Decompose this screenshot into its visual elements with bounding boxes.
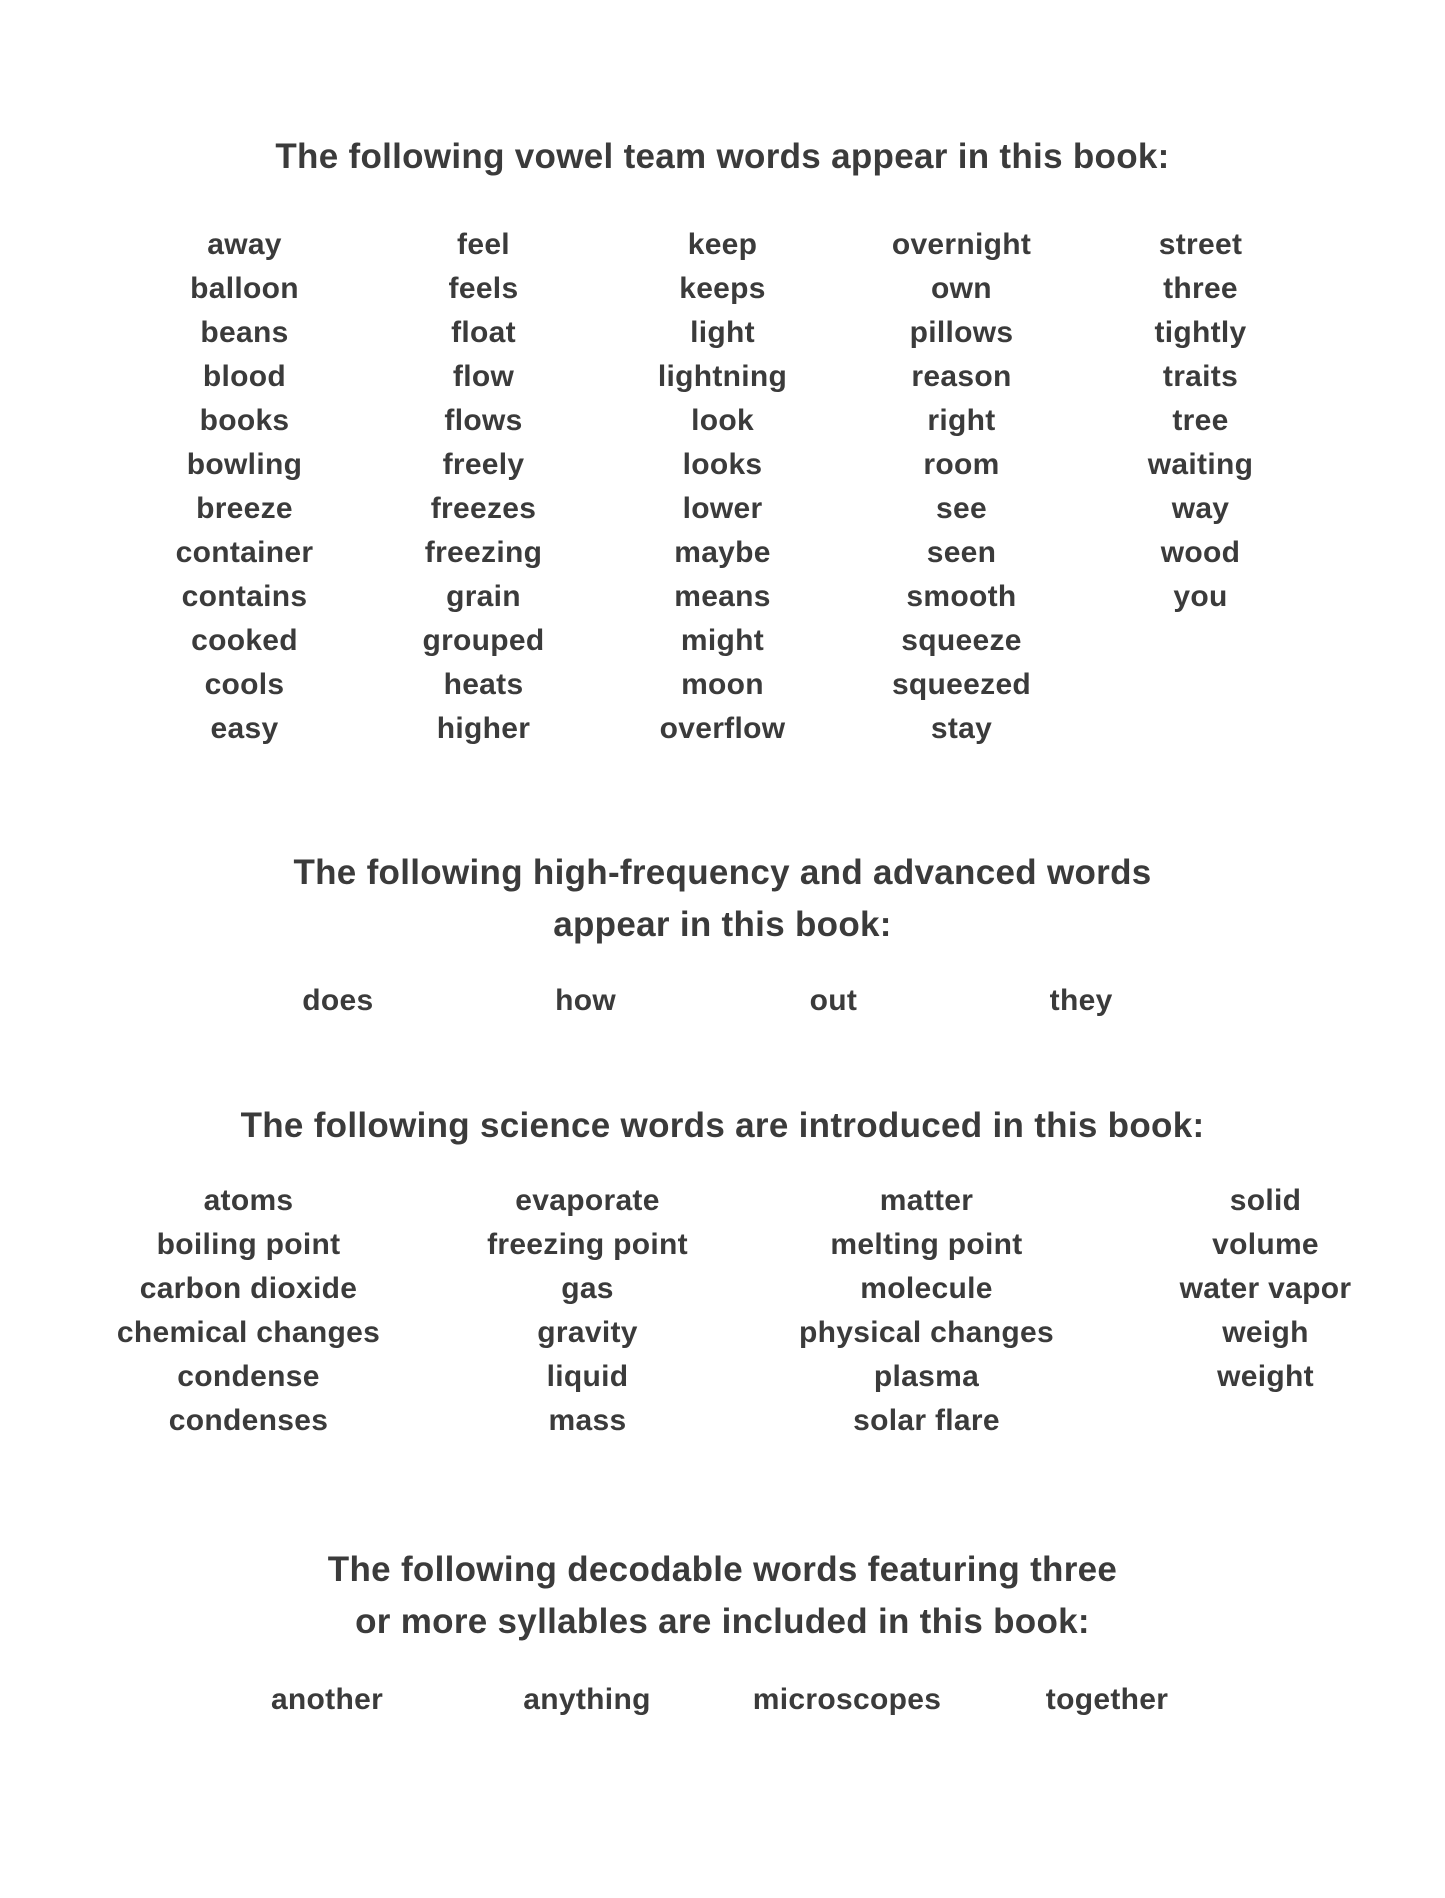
word: condenses bbox=[168, 1404, 329, 1437]
word: squeeze bbox=[901, 624, 1022, 657]
vowel-team-word-grid bbox=[125, 223, 1320, 751]
word: gas bbox=[561, 1272, 614, 1305]
decodable-heading bbox=[0, 1544, 1445, 1648]
word: three bbox=[1163, 272, 1238, 305]
word: container bbox=[175, 536, 314, 569]
word: light bbox=[690, 316, 755, 349]
word: you bbox=[1173, 580, 1228, 613]
word: seen bbox=[926, 536, 997, 569]
word: grouped bbox=[422, 624, 545, 657]
word: wood bbox=[1160, 536, 1241, 569]
science-heading: The following science words are introduced in this book: bbox=[240, 1106, 1205, 1145]
word: physical changes bbox=[799, 1316, 1054, 1349]
word: bowling bbox=[186, 448, 303, 481]
word: does bbox=[302, 984, 374, 1017]
word: waiting bbox=[1147, 448, 1254, 481]
word: float bbox=[451, 316, 516, 349]
word: freezes bbox=[430, 492, 537, 525]
word: blood bbox=[202, 360, 287, 393]
word-column bbox=[757, 1179, 1096, 1443]
word-column bbox=[79, 1179, 418, 1443]
word: look bbox=[691, 404, 754, 437]
word: liquid bbox=[546, 1360, 629, 1393]
word: plasma bbox=[873, 1360, 980, 1393]
word: condense bbox=[177, 1360, 320, 1393]
word: tree bbox=[1172, 404, 1229, 437]
word: volume bbox=[1212, 1228, 1319, 1261]
word: evaporate bbox=[515, 1184, 660, 1217]
vowel-team-heading: The following vowel team words appear in this book: bbox=[275, 137, 1170, 176]
word: street bbox=[1158, 228, 1243, 261]
word-column bbox=[418, 1179, 757, 1443]
word: keep bbox=[687, 228, 758, 261]
word: lower bbox=[682, 492, 763, 525]
high-frequency-heading-line-2: appear in this book: bbox=[553, 905, 892, 944]
word: microscopes bbox=[752, 1683, 942, 1716]
word: how bbox=[555, 984, 617, 1017]
decodable-word-row bbox=[197, 1678, 1237, 1722]
word: means bbox=[674, 580, 771, 613]
word: traits bbox=[1162, 360, 1239, 393]
word: boiling point bbox=[156, 1228, 341, 1261]
word: weigh bbox=[1222, 1316, 1309, 1349]
word: mass bbox=[548, 1404, 627, 1437]
high-frequency-heading-line-1: The following high-frequency and advanced words bbox=[293, 853, 1152, 892]
word: atoms bbox=[203, 1184, 294, 1217]
word: see bbox=[936, 492, 987, 525]
decodable-heading-line-1: The following decodable words featuring three bbox=[327, 1550, 1118, 1589]
word-column bbox=[1096, 1179, 1435, 1443]
word: looks bbox=[682, 448, 763, 481]
word: beans bbox=[200, 316, 289, 349]
word: pillows bbox=[909, 316, 1014, 349]
word: overnight bbox=[891, 228, 1032, 261]
word: grain bbox=[446, 580, 521, 613]
word: balloon bbox=[190, 272, 299, 305]
word: smooth bbox=[906, 580, 1017, 613]
word: squeezed bbox=[891, 668, 1032, 701]
word: matter bbox=[879, 1184, 974, 1217]
word-column bbox=[364, 223, 603, 751]
word: breeze bbox=[196, 492, 293, 525]
word: anything bbox=[523, 1683, 651, 1716]
word: keeps bbox=[679, 272, 766, 305]
word: room bbox=[923, 448, 1000, 481]
word: feels bbox=[448, 272, 519, 305]
word: flow bbox=[452, 360, 515, 393]
decodable-heading-line-2: or more syllables are included in this book: bbox=[355, 1602, 1090, 1641]
word: overflow bbox=[659, 712, 786, 745]
word: feel bbox=[457, 228, 510, 261]
science-word-grid bbox=[79, 1179, 1435, 1443]
word: carbon dioxide bbox=[139, 1272, 358, 1305]
word: gravity bbox=[537, 1316, 638, 1349]
word: moon bbox=[681, 668, 764, 701]
word: lightning bbox=[657, 360, 788, 393]
word: out bbox=[809, 984, 858, 1017]
word: flows bbox=[444, 404, 523, 437]
word: cooked bbox=[191, 624, 298, 657]
word: own bbox=[931, 272, 992, 305]
word-column bbox=[842, 223, 1081, 751]
word: heats bbox=[443, 668, 524, 701]
high-frequency-word-row bbox=[214, 979, 1205, 1023]
word: water vapor bbox=[1179, 1272, 1352, 1305]
word: might bbox=[680, 624, 765, 657]
word: solar flare bbox=[853, 1404, 1000, 1437]
word: maybe bbox=[674, 536, 771, 569]
word: solid bbox=[1229, 1184, 1302, 1217]
word: contains bbox=[181, 580, 308, 613]
word: away bbox=[207, 228, 282, 261]
word: molecule bbox=[860, 1272, 993, 1305]
word: tightly bbox=[1154, 316, 1247, 349]
word: cools bbox=[204, 668, 285, 701]
word: higher bbox=[436, 712, 531, 745]
word-column bbox=[125, 223, 364, 751]
word: together bbox=[1045, 1683, 1169, 1716]
word: weight bbox=[1217, 1360, 1314, 1393]
word: right bbox=[927, 404, 996, 437]
word: freezing bbox=[424, 536, 543, 569]
word: stay bbox=[930, 712, 993, 745]
high-frequency-heading bbox=[0, 847, 1445, 951]
word: melting point bbox=[830, 1228, 1023, 1261]
word: easy bbox=[210, 712, 279, 745]
word: another bbox=[270, 1683, 384, 1716]
word: they bbox=[1049, 984, 1113, 1017]
word-column bbox=[603, 223, 842, 751]
word: chemical changes bbox=[116, 1316, 381, 1349]
word: reason bbox=[911, 360, 1012, 393]
word: freezing point bbox=[487, 1228, 688, 1261]
word: books bbox=[199, 404, 290, 437]
word-column bbox=[1081, 223, 1320, 751]
word: freely bbox=[442, 448, 525, 481]
word: way bbox=[1171, 492, 1230, 525]
